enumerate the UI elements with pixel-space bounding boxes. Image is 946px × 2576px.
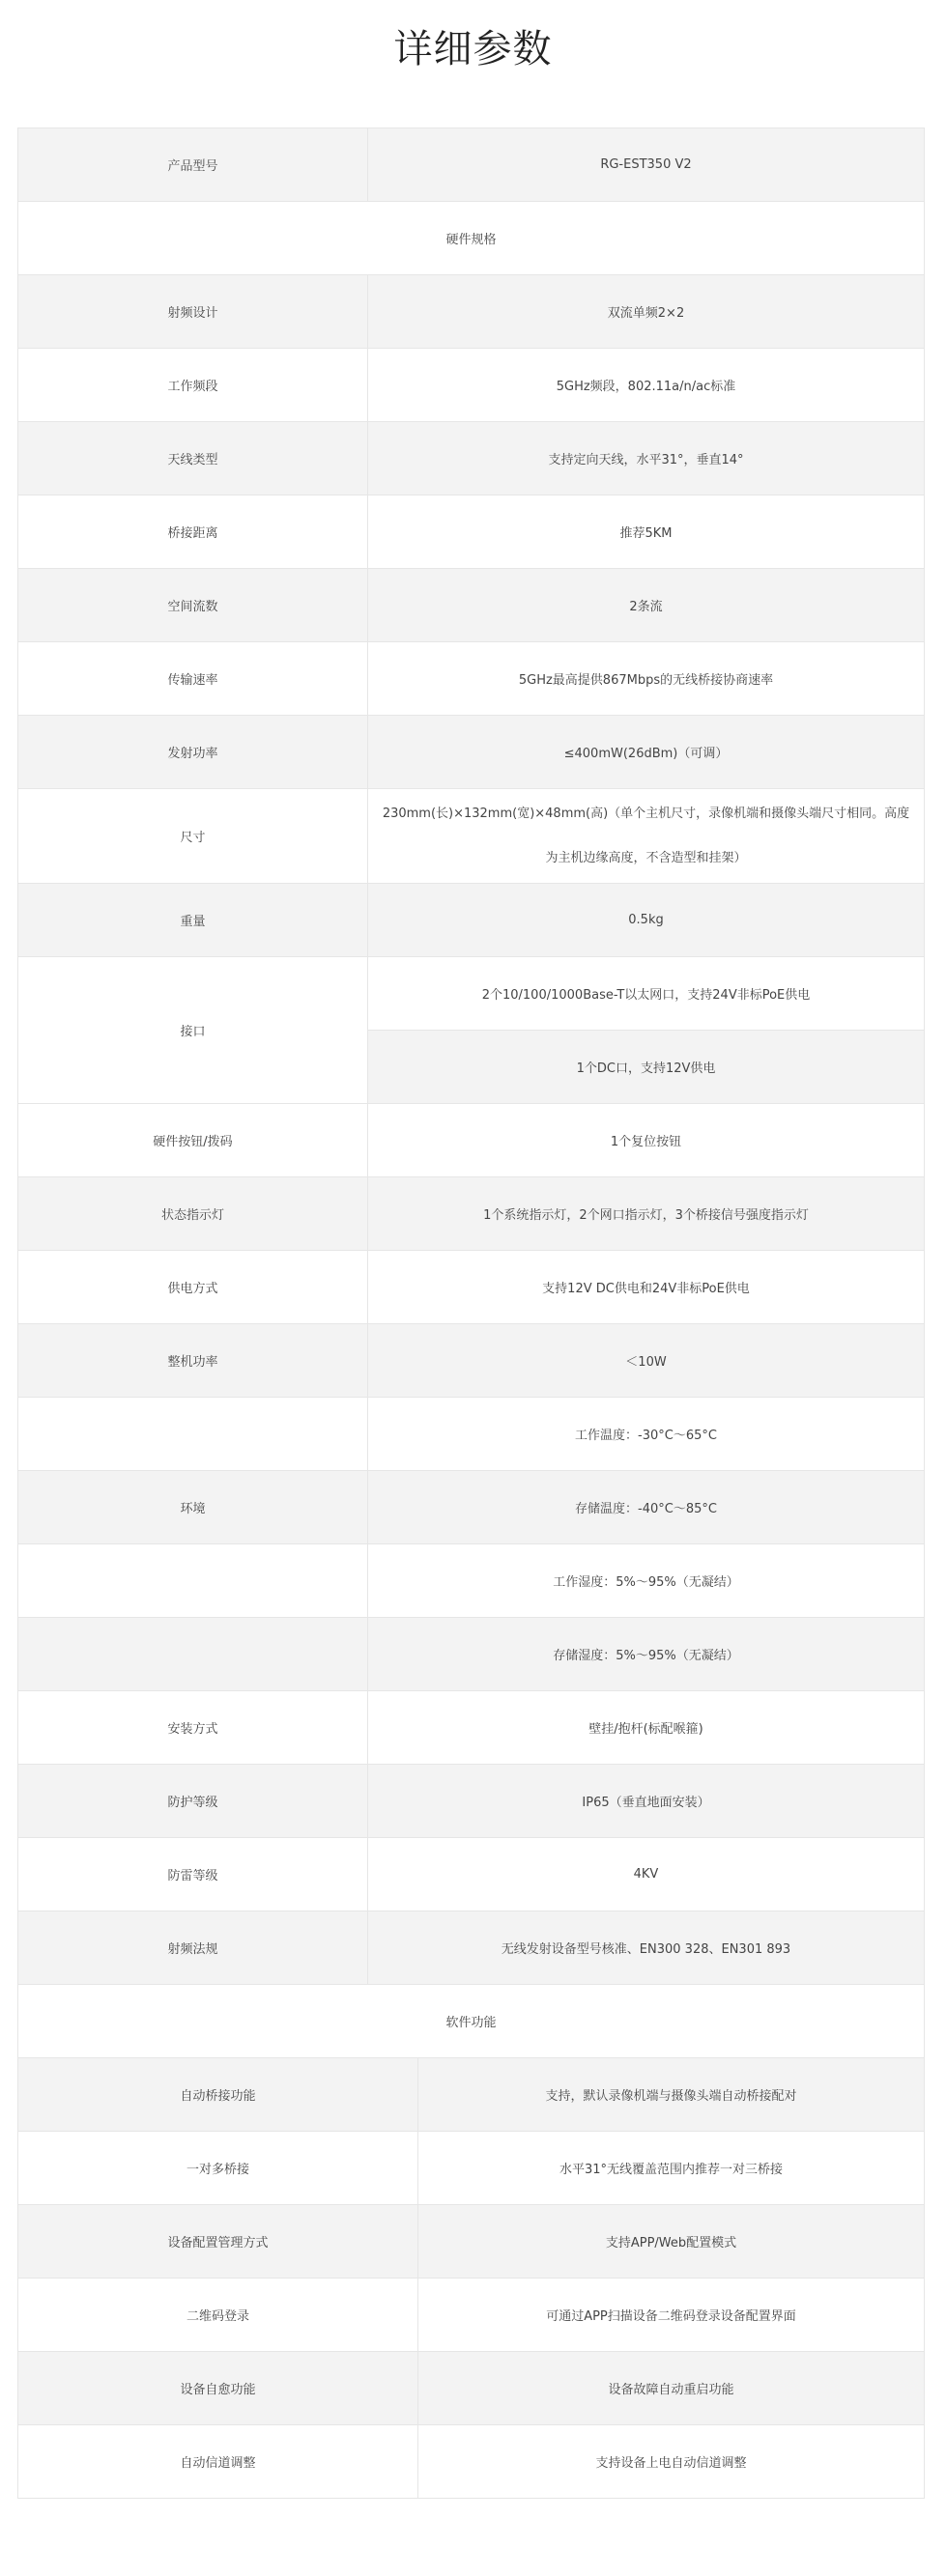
row-size — [18, 789, 925, 884]
value-ip: IP65（垂直地面安装） — [368, 1765, 925, 1838]
label-power-tx: 发射功率 — [18, 716, 368, 789]
sw-cell-channel — [18, 2425, 925, 2499]
value-antenna: 支持定向天线，水平31°，垂直14° — [368, 422, 925, 495]
row-surge — [18, 1838, 925, 1911]
row-weight — [18, 884, 925, 957]
sw-cell-self-heal — [18, 2352, 925, 2425]
label-antenna: 天线类型 — [18, 422, 368, 495]
row-env-4 — [18, 1618, 925, 1691]
label-streams: 空间流数 — [18, 569, 368, 642]
row-antenna — [18, 422, 925, 495]
label-rate: 传输速率 — [18, 642, 368, 716]
value-band: 5GHz频段，802.11a/n/ac标准 — [368, 349, 925, 422]
value-button: 1个复位按钮 — [368, 1104, 925, 1177]
row-env-3 — [18, 1544, 925, 1618]
row-multi-bridge — [18, 2132, 925, 2205]
label-band: 工作频段 — [18, 349, 368, 422]
row-channel — [18, 2425, 925, 2499]
row-ports-1 — [18, 957, 925, 1031]
label-button: 硬件按钮/拨码 — [18, 1104, 368, 1177]
label-env-empty-1 — [18, 1398, 368, 1471]
row-auto-bridge — [18, 2058, 925, 2132]
label-config: 设备配置管理方式 — [18, 2205, 418, 2278]
value-mount: 壁挂/抱杆(标配喉箍) — [368, 1691, 925, 1765]
row-env-1 — [18, 1398, 925, 1471]
value-config: 支持APP/Web配置模式 — [605, 2236, 737, 2250]
value-env-1: 工作温度：-30°C～65°C — [368, 1398, 925, 1471]
row-model — [18, 128, 925, 202]
row-ip — [18, 1765, 925, 1838]
value-model: RG-EST350 V2 — [368, 128, 925, 202]
sw-cell-config — [18, 2205, 925, 2279]
label-consumption: 整机功率 — [18, 1324, 368, 1398]
value-ports-1: 2个10/100/1000Base-T以太网口，支持24V非标PoE供电 — [368, 957, 925, 1031]
section-header-software — [18, 1985, 925, 2058]
value-env-3: 工作湿度：5%～95%（无凝结） — [368, 1544, 925, 1618]
value-weight: 0.5kg — [368, 884, 925, 957]
value-auto-bridge: 支持，默认录像机端与摄像头端自动桥接配对 — [545, 2089, 797, 2104]
value-streams: 2条流 — [368, 569, 925, 642]
sw-cell-auto-bridge — [18, 2058, 925, 2132]
value-qr: 可通过APP扫描设备二维码登录设备配置界面 — [546, 2309, 796, 2324]
row-qr — [18, 2279, 925, 2352]
value-env-2: 存储温度：-40°C～85°C — [368, 1471, 925, 1544]
row-env-2 — [18, 1471, 925, 1544]
sw-cell-qr — [18, 2279, 925, 2352]
value-consumption: ＜10W — [368, 1324, 925, 1398]
label-mount: 安装方式 — [18, 1691, 368, 1765]
row-streams — [18, 569, 925, 642]
value-size: 230mm(长)×132mm(宽)×48mm(高)（单个主机尺寸，录像机端和摄像头端尺寸相同。高度为主机边缘高度，不含造型和挂架） — [368, 789, 925, 884]
label-env-empty-3 — [18, 1544, 368, 1618]
row-distance — [18, 495, 925, 569]
row-consumption — [18, 1324, 925, 1398]
label-env: 环境 — [18, 1471, 368, 1544]
row-power-tx — [18, 716, 925, 789]
sw-cell-multi-bridge — [18, 2132, 925, 2205]
row-leds — [18, 1177, 925, 1251]
label-leds: 状态指示灯 — [18, 1177, 368, 1251]
value-leds: 1个系统指示灯，2个网口指示灯，3个桥接信号强度指示灯 — [368, 1177, 925, 1251]
row-self-heal — [18, 2352, 925, 2425]
label-supply: 供电方式 — [18, 1251, 368, 1324]
label-regulation: 射频法规 — [18, 1911, 368, 1985]
row-radio — [18, 275, 925, 349]
value-self-heal: 设备故障自动重启功能 — [608, 2383, 734, 2397]
value-multi-bridge: 水平31°无线覆盖范围内推荐一对三桥接 — [559, 2163, 784, 2177]
value-power-tx: ≤400mW(26dBm)（可调） — [368, 716, 925, 789]
row-supply — [18, 1251, 925, 1324]
label-distance: 桥接距离 — [18, 495, 368, 569]
label-env-empty-4 — [18, 1618, 368, 1691]
value-supply: 支持12V DC供电和24V非标PoE供电 — [368, 1251, 925, 1324]
value-radio: 双流单频2×2 — [368, 275, 925, 349]
section-header-hardware — [18, 202, 925, 275]
label-channel: 自动信道调整 — [18, 2425, 418, 2498]
value-regulation: 无线发射设备型号核准、EN300 328、EN301 893 — [368, 1911, 925, 1985]
software-header: 软件功能 — [18, 1985, 925, 2058]
value-ports-2: 1个DC口，支持12V供电 — [368, 1031, 925, 1104]
value-rate: 5GHz最高提供867Mbps的无线桥接协商速率 — [368, 642, 925, 716]
label-model: 产品型号 — [18, 128, 368, 202]
row-config — [18, 2205, 925, 2279]
label-auto-bridge: 自动桥接功能 — [18, 2058, 418, 2131]
label-weight: 重量 — [18, 884, 368, 957]
label-multi-bridge: 一对多桥接 — [18, 2132, 418, 2204]
page-title: 详细参数 — [393, 27, 553, 71]
value-env-4: 存储湿度：5%～95%（无凝结） — [368, 1618, 925, 1691]
row-rate — [18, 642, 925, 716]
label-surge: 防雷等级 — [18, 1838, 368, 1911]
label-self-heal: 设备自愈功能 — [18, 2352, 418, 2424]
hardware-header: 硬件规格 — [18, 202, 925, 275]
value-surge: 4KV — [368, 1838, 925, 1911]
row-button — [18, 1104, 925, 1177]
label-ports: 接口 — [18, 957, 368, 1104]
row-band — [18, 349, 925, 422]
spec-table — [17, 127, 925, 2499]
value-distance: 推荐5KM — [368, 495, 925, 569]
label-size: 尺寸 — [18, 789, 368, 884]
label-radio: 射频设计 — [18, 275, 368, 349]
label-ip: 防护等级 — [18, 1765, 368, 1838]
label-qr: 二维码登录 — [18, 2279, 418, 2351]
row-regulation — [18, 1911, 925, 1985]
row-mount — [18, 1691, 925, 1765]
value-channel: 支持设备上电自动信道调整 — [595, 2456, 747, 2471]
